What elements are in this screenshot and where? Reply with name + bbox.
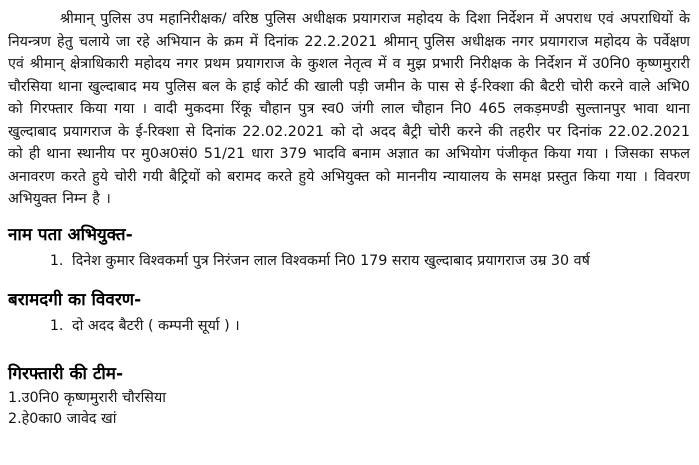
section-heading-arrest-team: गिरफ्तारी की टीम-: [8, 363, 124, 384]
recovery-list: [8, 315, 690, 338]
arrest-team-member-2: 2.हे0का0 जावेद खां: [8, 411, 117, 427]
arrest-team-member-1: 1.उ0नि0 कृष्णमुरारी चौरसिया: [8, 389, 166, 406]
section-heading-accused: नाम पता अभियुक्त-: [8, 224, 133, 245]
accused-item: 1. दिनेश कुमार विश्वकर्मा पुत्र निरंजन लाल विश्वकर्मा नि0 179 सराय खुल्दाबाद प्रयागराज उम्र 30 वर्ष: [68, 250, 690, 273]
recovery-item: 1. दो अदद बैटरी ( कम्पनी सूर्या ) ।: [68, 315, 690, 338]
section-heading-recovery: बरामदगी का विवरण-: [8, 290, 142, 310]
intro-paragraph: श्रीमान् पुलिस उप महानिरीक्षक/ वरिष्ठ पुलिस अधीक्षक प्रयागराज महोदय के दिशा निर्देशन में अपराध एवं अपराधियों के नियन्त्रण हेतु चलाये जा रहे अभियान के क्रम में दिनांक 22.2.2021 श्रीमान् पुलिस अधीक्षक नगर प्रयागराज महोदय के पर्वेक्षण एवं श्रीमान् क्षेत्राधिकारी महोदय नगर प्रथम प्रयागराज के कुशल नेतृत्व में व मुझ प्रभारी निरीक्षक के निर्देशन में उ0नि0 कृष्णमुरारी चौरसिया थाना खुल्दाबाद मय पुलिस बल के हाई कोर्ट की खाली पड़ी जमीन के पास से ई-रिक्शा की बैटरी चोरी करने वाले अभि0 को गिरफ्तार किया गया । वादी मुकदमा रिंकू चौहान पुत्र स्व0 जंगी लाल चौहान नि0 465 लकड़मण्डी सुल्तानपुर भावा थाना खुल्दाबाद प्रयागराज के ई-रिक्शा से दिनांक 22.02.2021 को दो अदद बैट्री चोरी करने की तहरीर पर दिनांक 22.02.2021 को ही थाना स्थानीय पर मु0अ0सं0 51/21 धारा 379 भादवि बनाम अज्ञात का अभियोग पंजीकृत किया गया । जिसका सफल अनावरण करते हुये चोरी गयी बैट्रियों को बरामद करते हुये अभियुक्त को माननीय न्यायालय के समक्ष प्रस्तुत किया गया । विवरण अभियुक्त निम्न है ।: [8, 11, 690, 207]
accused-list: [8, 250, 690, 273]
